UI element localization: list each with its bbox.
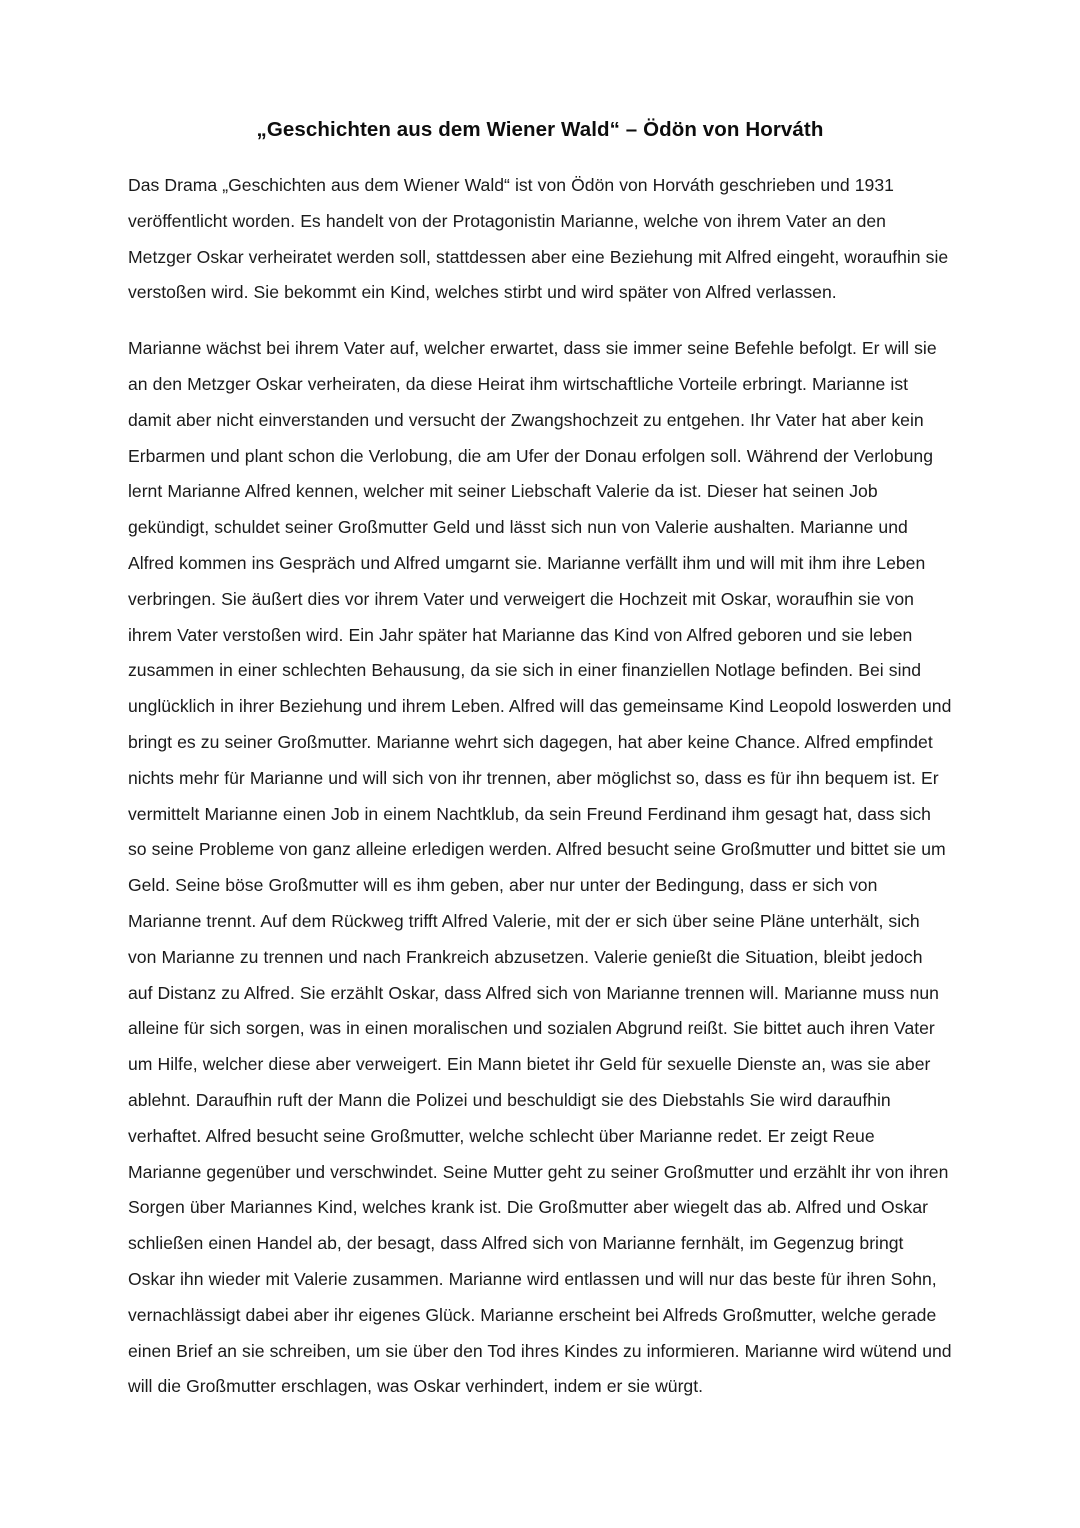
paragraph-plot: Marianne wächst bei ihrem Vater auf, welcher erwartet, dass sie immer seine Befehle befolgt. Er will sie an den Metzger Oskar verheiraten, da diese Heirat ihm wirtschaftliche Vorteile erbringt. Marianne ist damit aber nicht einverstanden und versucht der Zwangshochzeit zu entgehen. Ihr Vater hat aber kein Erbarmen und plant schon die Verlobung, die am Ufer der Donau erfolgen soll. Während der Verlobung lernt Marianne Alfred kennen, welcher mit seiner Liebschaft Valerie da ist. Dieser hat seinen Job gekündigt, schuldet seiner Großmutter Geld und lässt sich nun von Valerie aushalten. Marianne und Alfred kommen ins Gespräch und Alfred umgarnt sie. Marianne verfällt ihm und will mit ihm ihre Leben verbringen. Sie äußert dies vor ihrem Vater und verweigert die Hochzeit mit Oskar, woraufhin sie von ihrem Vater verstoßen wird. Ein Jahr später hat Marianne das Kind von Alfred geboren und sie leben zusammen in einer schlechten Behausung, da sie sich in einer finanziellen Notlage befinden. Bei sind unglücklich in ihrer Beziehung und ihrem Leben. Alfred will das gemeinsame Kind Leopold loswerden und bringt es zu seiner Großmutter. Marianne wehrt sich dagegen, hat aber keine Chance. Alfred empfindet nichts mehr für Marianne und will sich von ihr trennen, aber möglichst so, dass es für ihn bequem ist. Er vermittelt Marianne einen Job in einem Nachtklub, da sein Freund Ferdinand ihm gesagt hat, dass sich so seine Probleme von ganz alleine erledigen werden. Alfred besucht seine Großmutter und bittet sie um Geld. Seine böse Großmutter will es ihm geben, aber nur unter der Bedingung, dass er sich von Marianne trennt. Auf dem Rückweg trifft Alfred Valerie, mit der er sich über seine Pläne unterhält, sich von Marianne zu trennen und nach Frankreich abzusetzen. Valerie genießt die Situation, bleibt jedoch auf Distanz zu Alfred. Sie erzählt Oskar, dass Alfred sich von Marianne trennen will. Marianne muss nun alleine für sich sorgen, was in einen moralischen und sozialen Abgrund reißt. Sie bittet auch ihren Vater um Hilfe, welcher diese aber verweigert. Ein Mann bietet ihr Geld für sexuelle Dienste an, was sie aber ablehnt. Daraufhin ruft der Mann die Polizei und beschuldigt sie des Diebstahls Sie wird daraufhin verhaftet. Alfred besucht seine Großmutter, welche schlecht über Marianne redet. Er zeigt Reue Marianne gegenüber und verschwindet. Seine Mutter geht zu seiner Großmutter und erzählt ihr von ihren Sorgen über Mariannes Kind, welches krank ist. Die Großmutter aber wiegelt das ab. Alfred und Oskar schließen einen Handel ab, der besagt, dass Alfred sich von Marianne fernhält, im Gegenzug bringt Oskar ihn wieder mit Valerie zusammen. Marianne wird entlassen und will nur das beste für ihren Sohn, vernachlässigt dabei aber ihr eigenes Glück. Marianne erscheint bei Alfreds Großmutter, welche gerade einen Brief an sie schreiben, um sie über den Tod ihres Kindes zu informieren. Marianne wird wütend und will die Großmutter erschlagen, was Oskar verhindert, indem er sie würgt. [128, 338, 952, 1397]
page-title: „Geschichten aus dem Wiener Wald“ – Ödön von Horváth [256, 118, 824, 141]
paragraph-summary: Das Drama „Geschichten aus dem Wiener Wald“ ist von Ödön von Horváth geschrieben und 1931 veröffentlicht worden. Es handelt von der Protagonistin Marianne, welche von ihrem Vater an den Metzger Oskar verheiratet werden soll, stattdessen aber eine Beziehung mit Alfred eingeht, woraufhin sie verstoßen wird. Sie bekommt ein Kind, welches stirbt und wird später von Alfred verlassen. [128, 175, 949, 303]
